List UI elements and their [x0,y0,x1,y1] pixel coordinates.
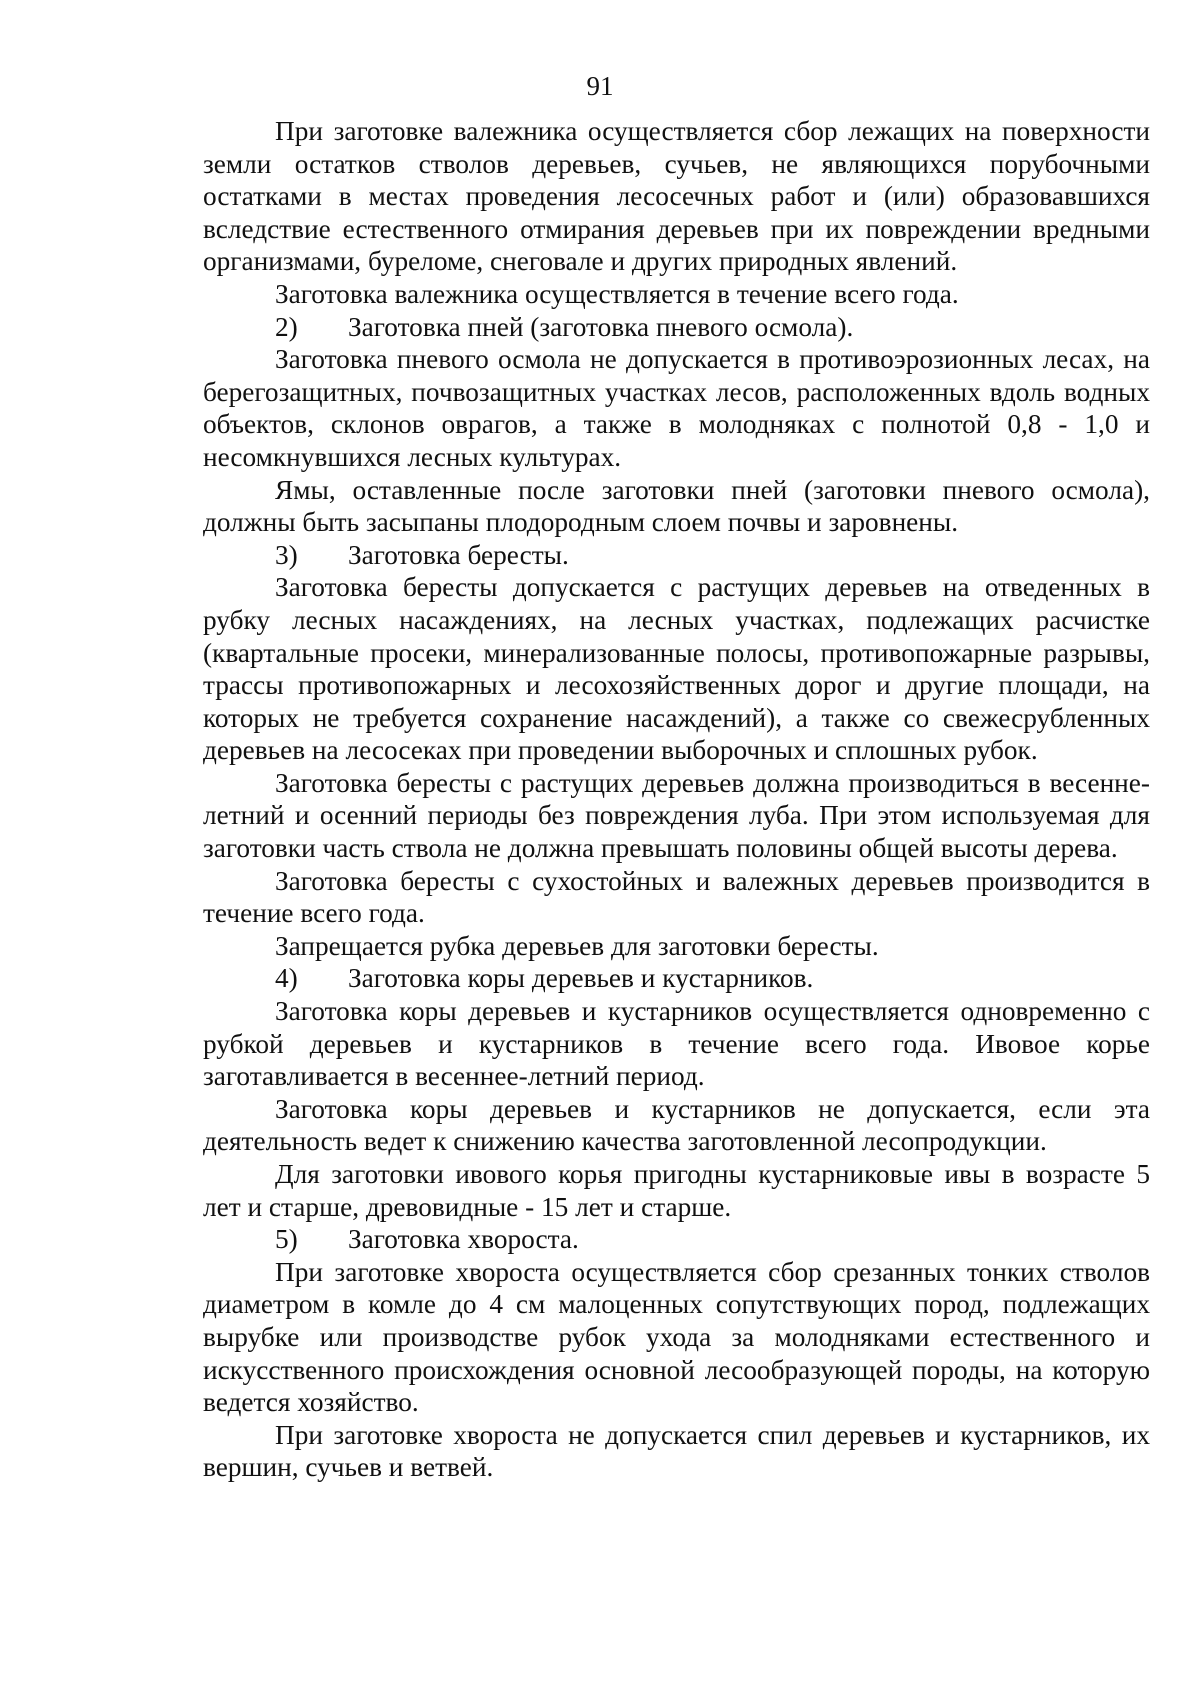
paragraph: Заготовка валежника осуществляется в течение всего года. [275,278,959,309]
paragraph: Заготовка бересты допускается с растущих деревьев на отведенных в рубку лесных насаждениях, на лесных участках, подлежащих расчистке (квартальные просеки, минерализованные полосы, противопожарные разрывы, трассы противопожарных и лесохозяйственных дорог и другие площади, на которых не требуется сохранение насаждений), а также со свежесрубленных деревьев на лесосеках при проведении выборочных и сплошных рубок. [203,572,1150,766]
section-heading [203,962,1150,995]
paragraph: Ямы, оставленные после заготовки пней (заготовки пневого осмола), должны быть засыпаны плодородным слоем почвы и заровнены. [203,474,1150,538]
paragraph: Заготовка коры деревьев и кустарников осуществляется одновременно с рубкой деревьев и кустарников в течение всего года. Ивовое корье заготавливается в весеннее-летний период. [203,996,1150,1092]
section-heading [203,1223,1150,1256]
document-body [203,115,1150,1484]
page-number: 91 [586,71,614,101]
paragraph: При заготовке хвороста не допускается спил деревьев и кустарников, их вершин, сучьев и ветвей. [203,1419,1150,1483]
paragraph: Заготовка пневого осмола не допускается в противоэрозионных лесах, на берегозащитных, почвозащитных участках лесов, расположенных вдоль водных объектов, склонов оврагов, а также в молодняках с полнотой 0,8 - 1,0 и несомкнувшихся лесных культурах. [203,344,1150,472]
paragraph: Для заготовки ивового корья пригодны кустарниковые ивы в возрасте 5 лет и старше, древовидные - 15 лет и старше. [203,1159,1150,1222]
section-number: 3) [275,539,298,570]
section-number: 5) [275,1224,298,1255]
section-heading [203,539,1150,572]
paragraph: При заготовке хвороста осуществляется сбор срезанных тонких стволов диаметром в комле до 4 см малоценных сопутствующих пород, подлежащих вырубке или производстве рубок ухода за молодняками естественного и искусственного происхождения основной лесообразующей породы, на которую ведется хозяйство. [203,1256,1150,1418]
paragraph: Заготовка коры деревьев и кустарников не допускается, если эта деятельность ведет к снижению качества заготовленной лесопродукции. [203,1093,1150,1157]
paragraph: Заготовка бересты с сухостойных и валежных деревьев производится в течение всего года. [203,865,1150,929]
section-title: Заготовка хвороста. [348,1224,579,1255]
paragraph: При заготовке валежника осуществляется сбор лежащих на поверхности земли остатков стволов деревьев, сучьев, не являющихся порубочными остатками в местах проведения лесосечных работ и (или) образовавшихся вследствие естественного отмирания деревьев при их повреждении вредными организмами, буреломе, снеговале и других природных явлений. [203,116,1150,277]
paragraph: Запрещается рубка деревьев для заготовки бересты. [275,930,879,961]
paragraph: Заготовка бересты с растущих деревьев должна производиться в весенне-летний и осенний периоды без повреждения луба. При этом используемая для заготовки часть ствола не должна превышать половины общей высоты дерева. [203,767,1150,864]
section-title: Заготовка бересты. [348,539,569,570]
section-number: 2) [275,311,298,342]
section-heading [203,311,1150,344]
section-number: 4) [275,963,298,994]
section-title: Заготовка пней (заготовка пневого осмола). [348,311,854,342]
section-title: Заготовка коры деревьев и кустарников. [348,963,814,994]
